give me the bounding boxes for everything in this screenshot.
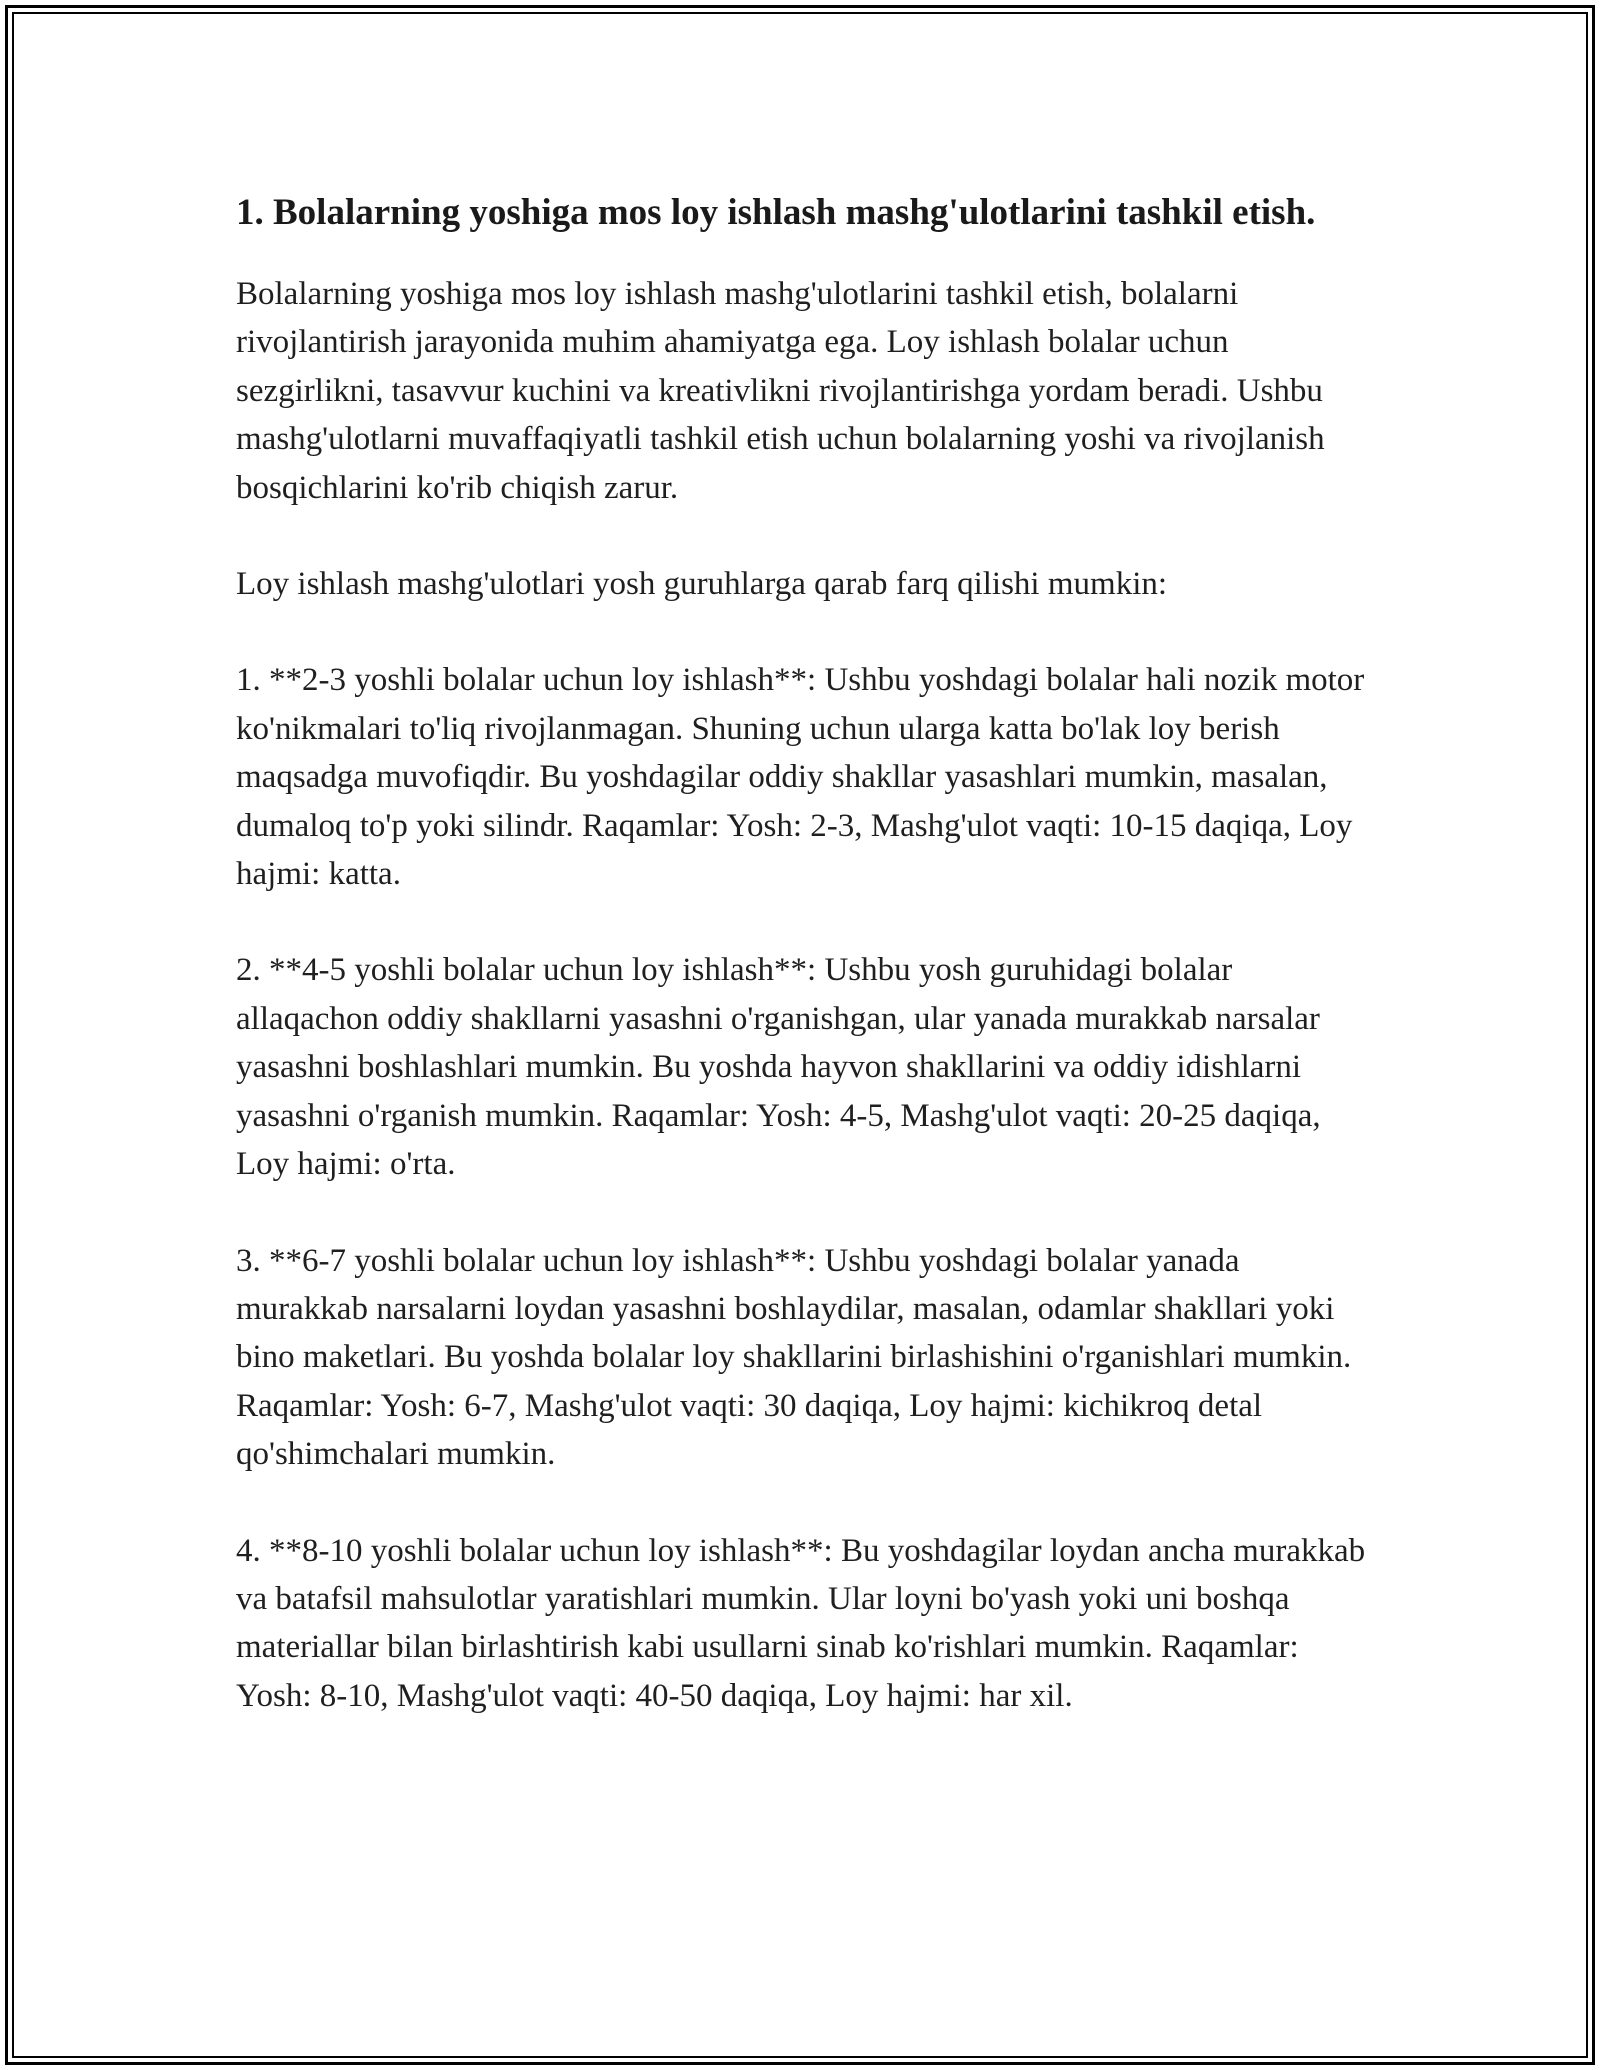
intro-paragraph: Bolalarning yoshiga mos loy ishlash mashg'ulotlarini tashkil etish, bolalarni rivojlantirish jarayonida muhim ahamiyatga ega. Loy ishlash bolalar uchun sezgirlikni, tasavvur kuchini va kreativlikni rivojlantirishga yordam beradi. Ushbu mashg'ulotlarni muvaffaqiyatli tashkil etish uchun bolalarning yoshi va rivojlanish bosqichlarini ko'rib chiqish zarur. bbox=[236, 276, 1325, 506]
list-item-age-8-10: 4. **8-10 yoshli bolalar uchun loy ishlash**: Bu yoshdagilar loydan ancha murakkab va batafsil mahsulotlar yaratishlari mumkin. Ular loyni bo'yash yoki uni boshqa materiallar bilan birlashtirish kabi usullarni sinab ko'rishlari mumkin. Raqamlar: Yosh: 8-10, Mashg'ulot vaqti: 40-50 daqiqa, Loy hajmi: har xil. bbox=[236, 1532, 1366, 1714]
list-item-age-6-7: 3. **6-7 yoshli bolalar uchun loy ishlash**: Ushbu yoshdagi bolalar yanada murakkab narsalarni loydan yasashni boshlaydilar, masalan, odamlar shakllari yoki bino maketlari. Bu yoshda bolalar loy shakllarini birlashishini o'rganishlari mumkin. Raqamlar: Yosh: 6-7, Mashg'ulot vaqti: 30 daqiqa, Loy hajmi: kichikroq detal qo'shimchalari mumkin. bbox=[236, 1242, 1352, 1473]
lead-paragraph: Loy ishlash mashg'ulotlari yosh guruhlarga qarab farq qilishi mumkin: bbox=[236, 566, 1168, 603]
list-item-age-2-3: 1. **2-3 yoshli bolalar uchun loy ishlash**: Ushbu yoshdagi bolalar hali nozik motor ko'nikmalari to'liq rivojlanmagan. Shuning uchun ularga katta bo'lak loy berish maqsadga muvofiqdir. Bu yoshdagilar oddiy shakllar yasashlari mumkin, masalan, dumaloq to'p yoki silindr. Raqamlar: Yosh: 2-3, Mashg'ulot vaqti: 10-15 daqiqa, Loy hajmi: katta. bbox=[236, 662, 1365, 893]
list-item-age-4-5: 2. **4-5 yoshli bolalar uchun loy ishlash**: Ushbu yosh guruhidagi bolalar allaqachon oddiy shakllarni yasashni o'rganishgan, ular yanada murakkab narsalar yasashni boshlashlari mumkin. Bu yoshda hayvon shakllarini va oddiy idishlarni yasashni o'rganish mumkin. Raqamlar: Yosh: 4-5, Mashg'ulot vaqti: 20-25 daqiqa, Loy hajmi: o'rta. bbox=[236, 952, 1321, 1183]
document-body bbox=[236, 186, 1366, 1720]
page-title: 1. Bolalarning yoshiga mos loy ishlash mashg'ulotlarini tashkil etish. bbox=[236, 192, 1316, 233]
